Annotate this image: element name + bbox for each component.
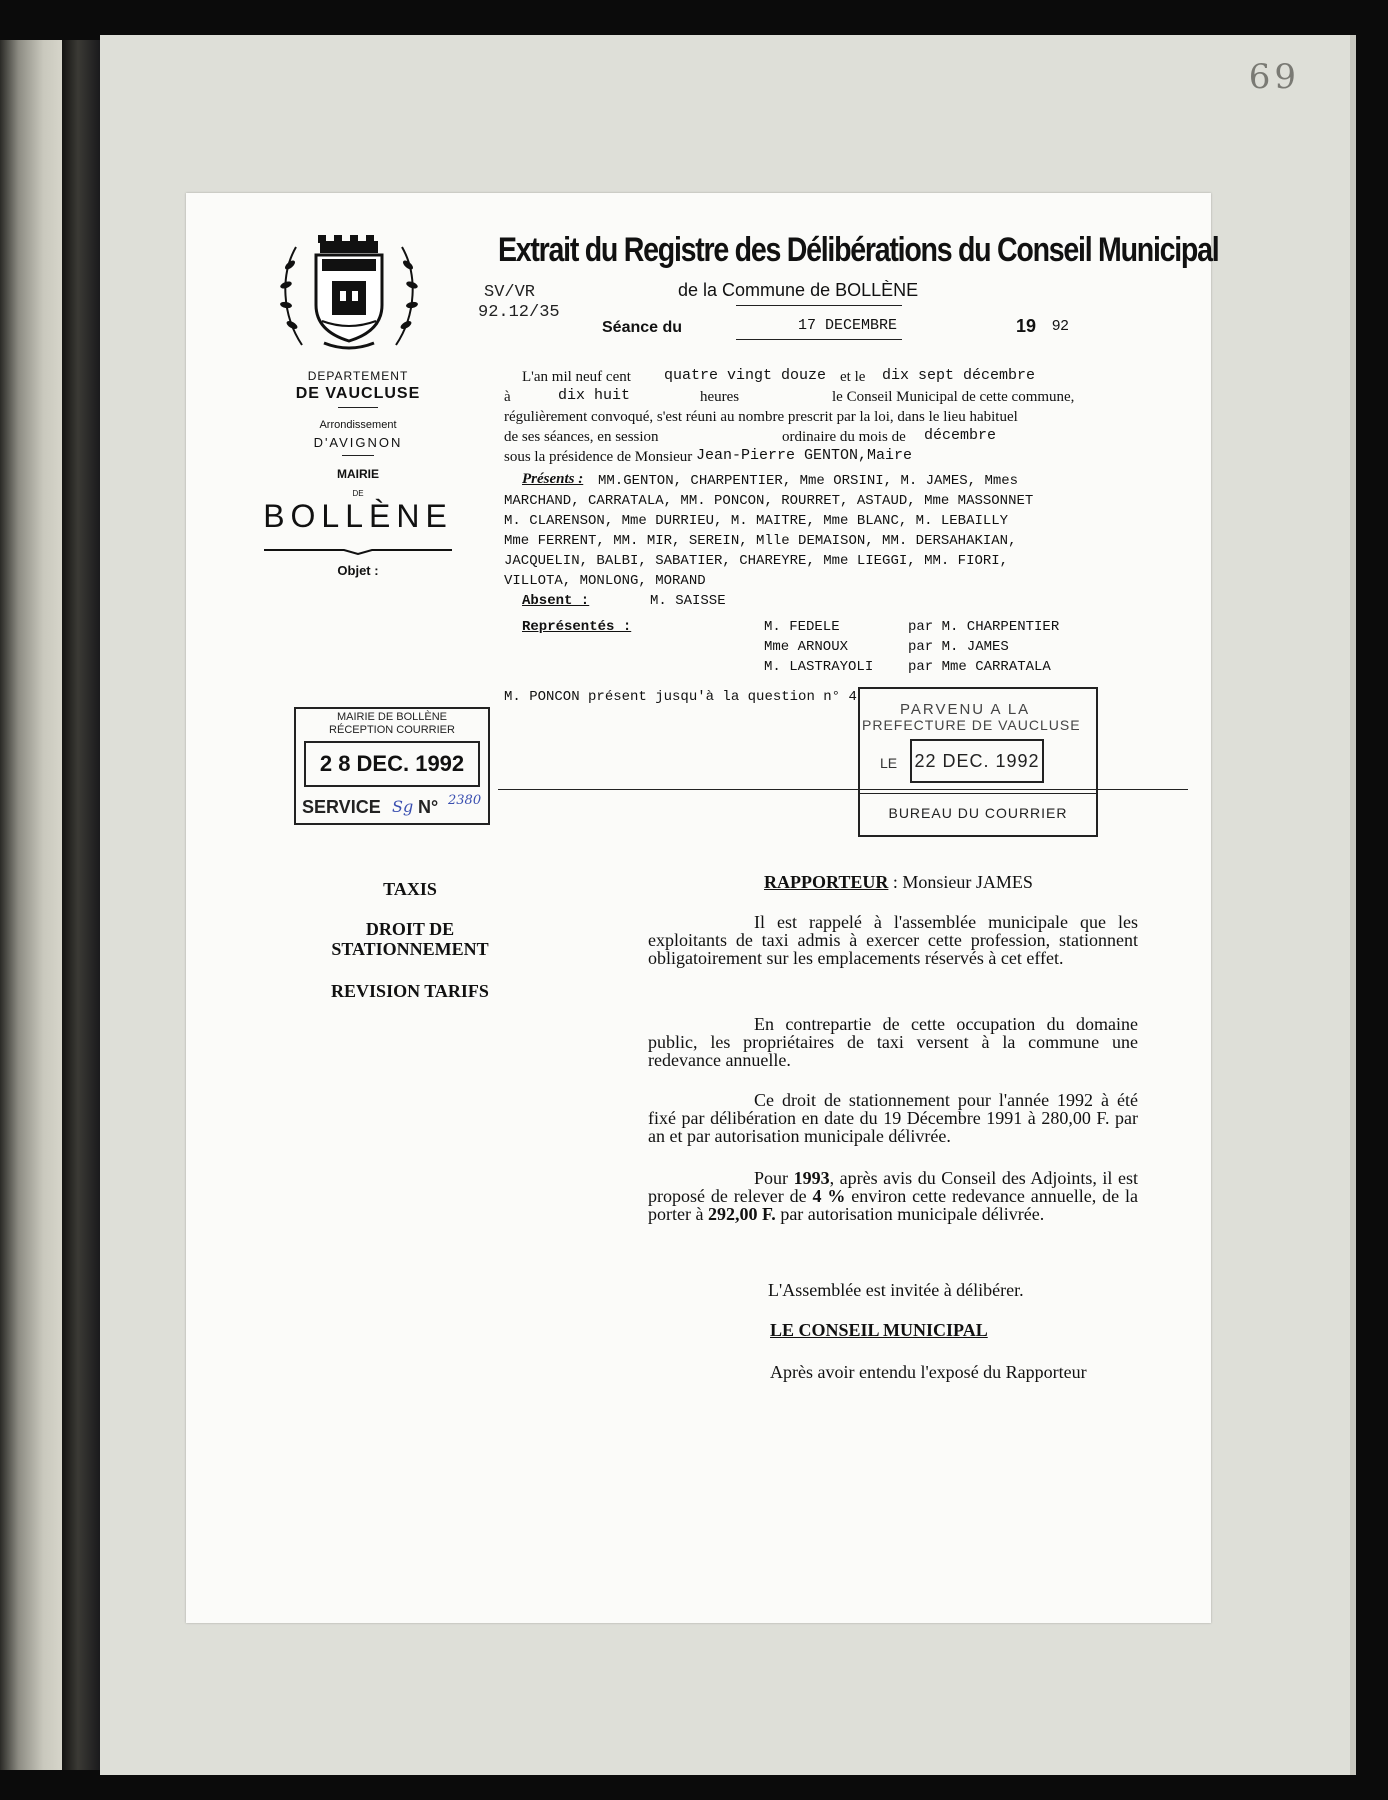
ornament-divider-icon bbox=[264, 545, 452, 555]
seance-line-2d: le Conseil Municipal de cette commune, bbox=[832, 389, 1075, 405]
service-code: Sg bbox=[392, 797, 414, 816]
book-spine bbox=[62, 40, 102, 1770]
p4-amount: 292,00 F. bbox=[707, 1204, 776, 1224]
report-paragraph-1: Il est rappelé à l'assemblée municipale que les exploitants de taxi admis à exercer cette profession, stationnent obligatoirement sur les emplacements réservés à cet effet. bbox=[648, 912, 1138, 968]
p4-year: 1993 bbox=[793, 1168, 830, 1188]
representes-label: Représentés : bbox=[522, 619, 632, 635]
presents-line: MM.GENTON, CHARPENTIER, Mme ORSINI, M. JAMES, Mmes bbox=[598, 473, 1019, 489]
p4-text: par autorisation municipale délivrée. bbox=[775, 1204, 1045, 1224]
represented-by: par Mme CARRATALA bbox=[908, 659, 1051, 675]
presents-line: Mme FERRENT, MM. MIR, SEREIN, Mlle DEMAISON, MM. DERSAHAKIAN, bbox=[504, 533, 1017, 549]
deliberation-sheet bbox=[186, 193, 1219, 1623]
presents-line: VILLOTA, MONLONG, MORAND bbox=[504, 573, 706, 589]
subject-taxis: TAXIS bbox=[383, 879, 437, 899]
represented-by: par M. CHARPENTIER bbox=[908, 619, 1060, 635]
header-rule bbox=[736, 305, 902, 306]
commune-name: BOLLÈNE bbox=[263, 498, 453, 534]
rapporteur-line bbox=[764, 873, 1033, 891]
seance-date: 17 DECEMBRE bbox=[798, 317, 898, 334]
reception-date: 2 8 DEC. 1992 bbox=[319, 751, 465, 776]
header-rule bbox=[736, 339, 902, 340]
attendance-note: M. PONCON présent jusqu'à la question n° 4 bbox=[504, 689, 857, 705]
seance-line-4a: de ses séances, en session bbox=[504, 429, 659, 445]
seance-line-4b: ordinaire du mois de bbox=[782, 429, 906, 445]
p4-percent: 4 % bbox=[812, 1186, 846, 1206]
conclusion-line: Après avoir entendu l'exposé du Rapporteur bbox=[770, 1362, 1087, 1382]
document-subtitle: de la Commune de BOLLÈNE bbox=[678, 280, 919, 300]
report-paragraph-3: Ce droit de stationnement pour l'année 1992 à été fixé par délibération en date du 19 Décembre 1991 à 280,00 F. par an et par autorisation municipale délivrée. bbox=[648, 1090, 1138, 1146]
presents-label: Présents : bbox=[522, 471, 584, 487]
departement-label: DEPARTEMENT bbox=[307, 369, 409, 383]
objet-label: Objet : bbox=[337, 563, 379, 578]
prefecture-stamp bbox=[858, 687, 1098, 837]
seance-line-1c: et le bbox=[840, 369, 866, 385]
absent-names: M. SAISSE bbox=[650, 593, 726, 609]
seance-line-3: régulièrement convoqué, s'est réuni au nombre prescrit par la loi, dans le lieu habituel bbox=[504, 409, 1018, 425]
seance-year-prefix: 19 bbox=[1016, 316, 1037, 336]
seance-line-2b: dix huit bbox=[558, 387, 631, 404]
subject-revision: REVISION TARIFS bbox=[331, 981, 489, 1001]
divider bbox=[342, 455, 374, 456]
absent-label: Absent : bbox=[522, 593, 590, 609]
seance-label: Séance du bbox=[602, 319, 683, 336]
seance-year-suffix: 92 bbox=[1052, 317, 1069, 334]
rapporteur-name: : Monsieur JAMES bbox=[888, 872, 1033, 892]
presents-line: MARCHAND, CARRATALA, MM. PONCON, ROURRET, ASTAUD, Mme MASSONNET bbox=[504, 493, 1034, 509]
numero-value: 2380 bbox=[448, 793, 482, 808]
seance-line-1a: L'an mil neuf cent bbox=[522, 369, 631, 385]
report-paragraph-2: En contrepartie de cette occupation du domaine public, les propriétaires de taxi versent à la commune une redevance annuelle. bbox=[648, 1014, 1138, 1070]
service-label: SERVICE bbox=[302, 797, 381, 817]
stamp-line: PREFECTURE DE VAUCLUSE bbox=[862, 717, 1081, 733]
assembly-invitation: L'Assemblée est invitée à délibérer. bbox=[768, 1280, 1024, 1300]
represented-by: par M. JAMES bbox=[908, 639, 1009, 655]
prefecture-date: 22 DEC. 1992 bbox=[914, 751, 1040, 771]
p4-text: environ cette redevance annuelle, de la porter à bbox=[648, 1186, 1139, 1224]
seance-line-5b: Jean-Pierre GENTON,Maire bbox=[696, 447, 913, 464]
bureau-label: BUREAU DU COURRIER bbox=[888, 805, 1068, 821]
p4-text: Pour bbox=[754, 1168, 794, 1188]
report-paragraph-4 bbox=[648, 1169, 1138, 1223]
arrondissement-label: Arrondissement bbox=[319, 419, 397, 431]
represented-name: Mme ARNOUX bbox=[764, 639, 849, 655]
rapporteur-label: RAPPORTEUR bbox=[764, 872, 889, 892]
seance-line-1d: dix sept décembre bbox=[882, 367, 1036, 384]
register-page bbox=[100, 35, 1356, 1775]
numero-label: N° bbox=[418, 797, 439, 817]
stamp-line: RÉCEPTION COURRIER bbox=[329, 724, 455, 736]
subject-stationnement: STATIONNEMENT bbox=[331, 939, 489, 959]
page-number: 69 bbox=[1248, 57, 1300, 97]
le-label: LE bbox=[880, 755, 898, 771]
seance-line-2c: heures bbox=[700, 389, 740, 405]
conseil-heading: LE CONSEIL MUNICIPAL bbox=[770, 1320, 988, 1340]
reference-number: 92.12/35 bbox=[478, 303, 560, 322]
subject-droit: DROIT DE bbox=[365, 919, 455, 939]
seance-line-1b: quatre vingt douze bbox=[664, 367, 827, 384]
coat-of-arms-icon bbox=[272, 235, 426, 351]
seance-line-2a: à bbox=[504, 389, 511, 405]
document-title: Extrait du Registre des Délibérations du Conseil Municipal bbox=[498, 231, 1219, 269]
left-facing-page-edge bbox=[0, 40, 62, 1770]
seance-line-4c: décembre bbox=[924, 427, 997, 444]
reference-initials: SV/VR bbox=[484, 283, 536, 302]
seance-line-5a: sous la présidence de Monsieur bbox=[504, 449, 693, 465]
stamp-line: MAIRIE DE BOLLÈNE bbox=[336, 711, 448, 723]
arrondissement-name: D'AVIGNON bbox=[313, 435, 403, 450]
presents-line: JACQUELIN, BALBI, SABATIER, CHAREYRE, Mme LIEGGI, MM. FIORI, bbox=[504, 553, 1009, 569]
de-label: DE bbox=[352, 489, 364, 498]
presents-line: M. CLARENSON, Mme DURRIEU, M. MAITRE, Mme BLANC, M. LEBAILLY bbox=[504, 513, 1009, 529]
represented-name: M. FEDELE bbox=[764, 619, 840, 635]
reception-stamp bbox=[294, 707, 490, 825]
mairie-label: MAIRIE bbox=[337, 467, 379, 481]
departement-name: DE VAUCLUSE bbox=[295, 385, 421, 402]
stamp-line: PARVENU A LA bbox=[900, 701, 1031, 718]
represented-name: M. LASTRAYOLI bbox=[764, 659, 874, 675]
divider bbox=[338, 407, 378, 408]
p4-text: , après avis du Conseil des Adjoints, il est proposé de relever de bbox=[648, 1168, 1138, 1206]
